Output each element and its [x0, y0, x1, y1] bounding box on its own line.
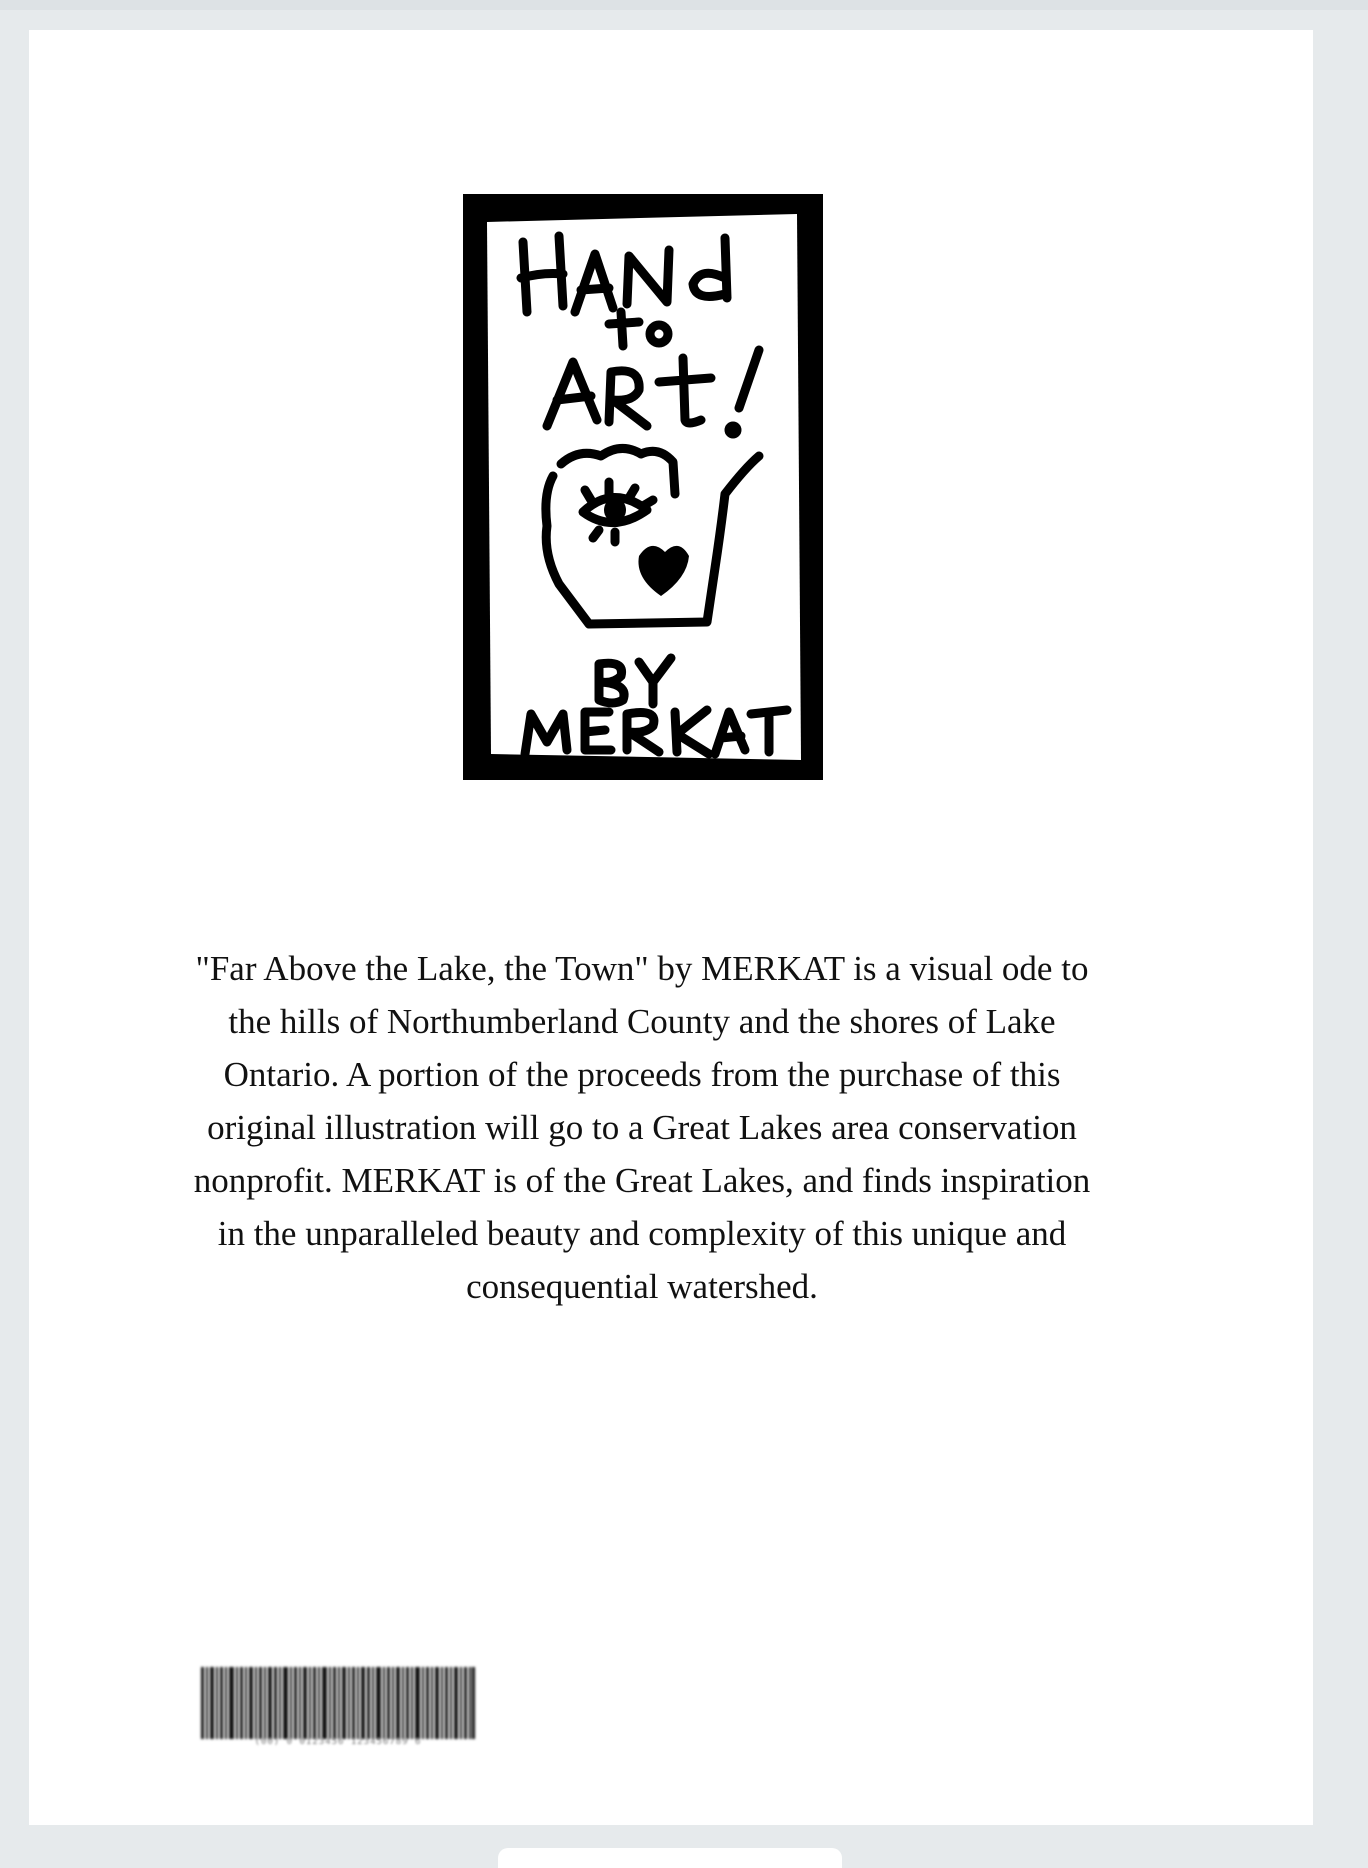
barcode [201, 1667, 475, 1757]
bottom-scroll-tab [498, 1848, 842, 1868]
artwork-description: "Far Above the Lake, the Town" by MERKAT is a visual ode to the hills of Northumberland County and the shores of Lake Ontario. A portion of the proceeds from the purchase of this original illustration will go to a Great Lakes area conservation nonprofit. MERKAT is of the Great Lakes, and finds inspiration in the unparalleled beauty and complexity of this unique and consequential watershed. [193, 949, 1091, 1306]
window-top-edge [0, 0, 1368, 10]
barcode-digits: (00) 0 0123456 123456789 6 [254, 1737, 422, 1747]
hand-to-art-logo [463, 194, 823, 780]
